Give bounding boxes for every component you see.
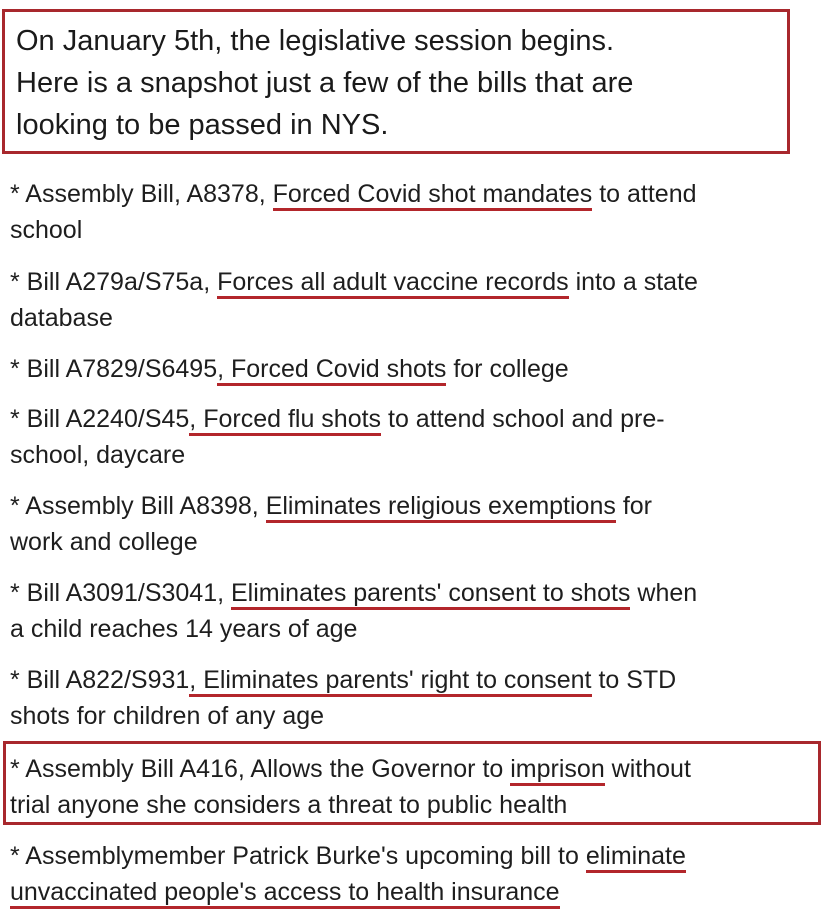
bill-item-last (10, 838, 818, 910)
bill-highlight: Forces all adult vaccine records (217, 268, 569, 299)
bill-suffix: into a state (568, 268, 698, 296)
bill-prefix: * Bill A3091/S3041, (10, 579, 231, 607)
bill-item-5 (10, 488, 818, 560)
bill-highlight: Forced Covid shot mandates (273, 180, 593, 211)
bill-prefix: * Assemblymember Patrick Burke's upcoming bill to (10, 842, 586, 870)
bill-highlight: , Eliminates parents' right to consent (189, 666, 591, 697)
bill-prefix: * Assembly Bill A8398, (10, 492, 266, 520)
bill-continuation: work and college (10, 528, 198, 556)
bill-continuation: school, daycare (10, 441, 186, 469)
intro-line-3: looking to be passed in NYS. (16, 109, 389, 141)
bill-continuation: database (10, 304, 113, 332)
bill-continuation: shots for children of any age (10, 702, 325, 730)
intro-box (2, 9, 790, 154)
bill-highlight: imprison (510, 755, 604, 786)
bill-suffix: for (615, 492, 652, 520)
bill-suffix: to STD (591, 666, 677, 694)
bill-suffix: for college (446, 355, 569, 383)
bill-prefix: * Bill A2240/S45 (10, 405, 190, 433)
bill-prefix: * Assembly Bill A416, Allows the Governor to (10, 755, 511, 783)
bill-highlight: , Forced Covid shots (217, 355, 446, 386)
bill-suffix: without (604, 755, 691, 783)
bill-prefix: * Assembly Bill, A8378, (10, 180, 273, 208)
bill-suffix: to attend (592, 180, 697, 208)
bill-prefix: * Bill A822/S931 (10, 666, 190, 694)
bill-item-2 (10, 264, 818, 336)
boxed-bill-item (3, 741, 821, 825)
bill-continuation: trial anyone she considers a threat to public health (10, 791, 568, 819)
bill-highlight: Eliminates parents' consent to shots (231, 579, 630, 610)
bill-item-6 (10, 575, 818, 647)
intro-line-2: Here is a snapshot just a few of the bills that are (16, 67, 634, 99)
bill-item-7 (10, 662, 818, 734)
bill-highlight: Eliminates religious exemptions (266, 492, 616, 523)
bill-item-3 (10, 351, 818, 387)
bill-continuation: a child reaches 14 years of age (10, 615, 358, 643)
bill-continuation: school (10, 216, 83, 244)
bill-highlight: eliminate (586, 842, 686, 873)
bill-item-1 (10, 176, 818, 248)
bill-continuation-highlight: unvaccinated people's access to health insurance (10, 878, 560, 909)
bill-suffix: to attend school and pre- (381, 405, 665, 433)
bill-suffix: when (630, 579, 698, 607)
bill-prefix: * Bill A7829/S6495 (10, 355, 218, 383)
bill-highlight: , Forced flu shots (189, 405, 381, 436)
bill-prefix: * Bill A279a/S75a, (10, 268, 218, 296)
bill-item-4 (10, 401, 818, 473)
intro-line-1: On January 5th, the legislative session begins. (16, 25, 615, 57)
